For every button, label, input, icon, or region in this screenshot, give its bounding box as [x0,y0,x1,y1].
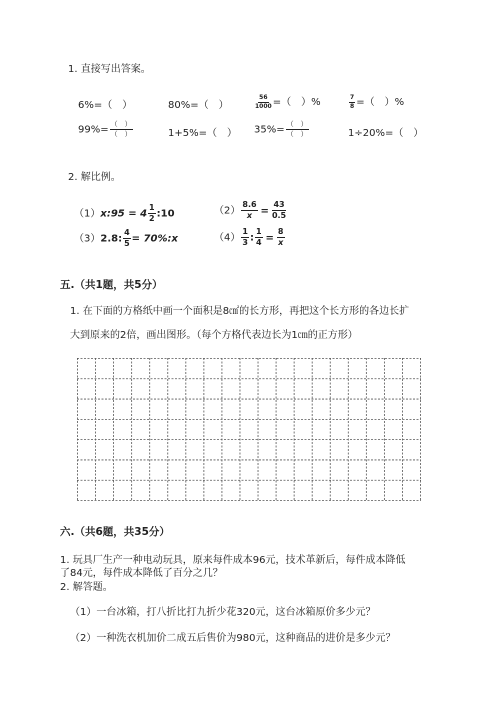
q1-item-35-percent: 35%= $\frac{( )}{( )}$ [254,120,308,138]
fraction-blank: $\frac{( )}{( )}$ [286,120,308,138]
q2-proportion-2: （2） $\frac{8.6}{x}$ = $\frac{43}{0.5}$ [214,200,287,220]
fraction-7-8: $\frac{7}{8}$ [350,93,355,110]
section-6-q2-title: 2. 解答题。 [60,582,113,593]
q1-item-99-percent: 99%= $\frac{( )}{( )}$ [78,120,132,138]
fraction-blank: $\frac{( )}{( )}$ [110,120,132,138]
q2-proportion-4: （4） $\frac{1}{3}$ : $\frac{1}{4}$ = $\frac{8}{x}$ [214,227,284,247]
fraction-56-1000: $\frac{56}{1000}$ [255,93,272,110]
q2-proportion-1: （1）x:95 = 4 $\frac{1}{2}$ :10 [74,203,175,223]
fraction-8.6-x: $\frac{8.6}{x}$ [242,200,257,220]
q1-item-1-plus-5-percent: 1+5%=（ ） [168,128,237,139]
fraction-8-x: $\frac{8}{x}$ [277,227,284,247]
section-6-q1-line-2: 了84元，每件成本降低了百分之几？ [60,568,223,579]
fraction-1-2: $\frac{1}{2}$ [149,203,155,223]
section-5-heading: 五.（共1题，共5分） [60,279,163,291]
grid-paper[interactable] [77,358,421,501]
section-6-q2-part-2: （2）一种洗衣机加价二成五后售价为980元，这种商品的进价是多少元？ [70,633,396,644]
grid-lines [77,358,421,501]
section-6-q2-part-1: （1）一台冰箱，打八折比打九折少花320元，这台冰箱原价多少元？ [70,607,376,618]
fraction-1-4: $\frac{1}{4}$ [255,227,262,247]
section-6-heading: 六.（共6题，共35分） [60,526,170,538]
fraction-1-3: $\frac{1}{3}$ [242,227,248,247]
q1-item-7-over-8: $\frac{7}{8}$ =（ ）% [350,93,405,110]
q1-item-1-div-20-percent: 1÷20%=（ ） [348,128,424,139]
section-5-q1-line-2: 大到原来的2倍，画出图形。（每个方格代表边长为1㎝的正方形） [70,330,358,341]
q1-item-80-percent: 80%=（ ） [168,100,229,111]
section-5-q1-line-1: 1. 在下面的方格纸中画一个面积是8㎠的长方形，再把这个长方形的各边长扩 [70,306,410,317]
fraction-43-0.5: $\frac{43}{0.5}$ [271,200,287,220]
section-6-q1-line-1: 1. 玩具厂生产一种电动玩具，原来每件成本96元，技术革新后，每件成本降低 [60,555,406,566]
q1-item-6-percent: 6%=（ ） [78,100,133,111]
q1-title: 1. 直接写出答案。 [68,64,151,75]
q2-proportion-3: （3）2.8: $\frac{4}{5}$ = 70%:x [74,228,178,248]
fraction-4-5: $\frac{4}{5}$ [124,228,130,248]
q1-item-56-over-1000: $\frac{56}{1000}$ =（ ）% [255,93,321,110]
q2-title: 2. 解比例。 [68,172,121,183]
